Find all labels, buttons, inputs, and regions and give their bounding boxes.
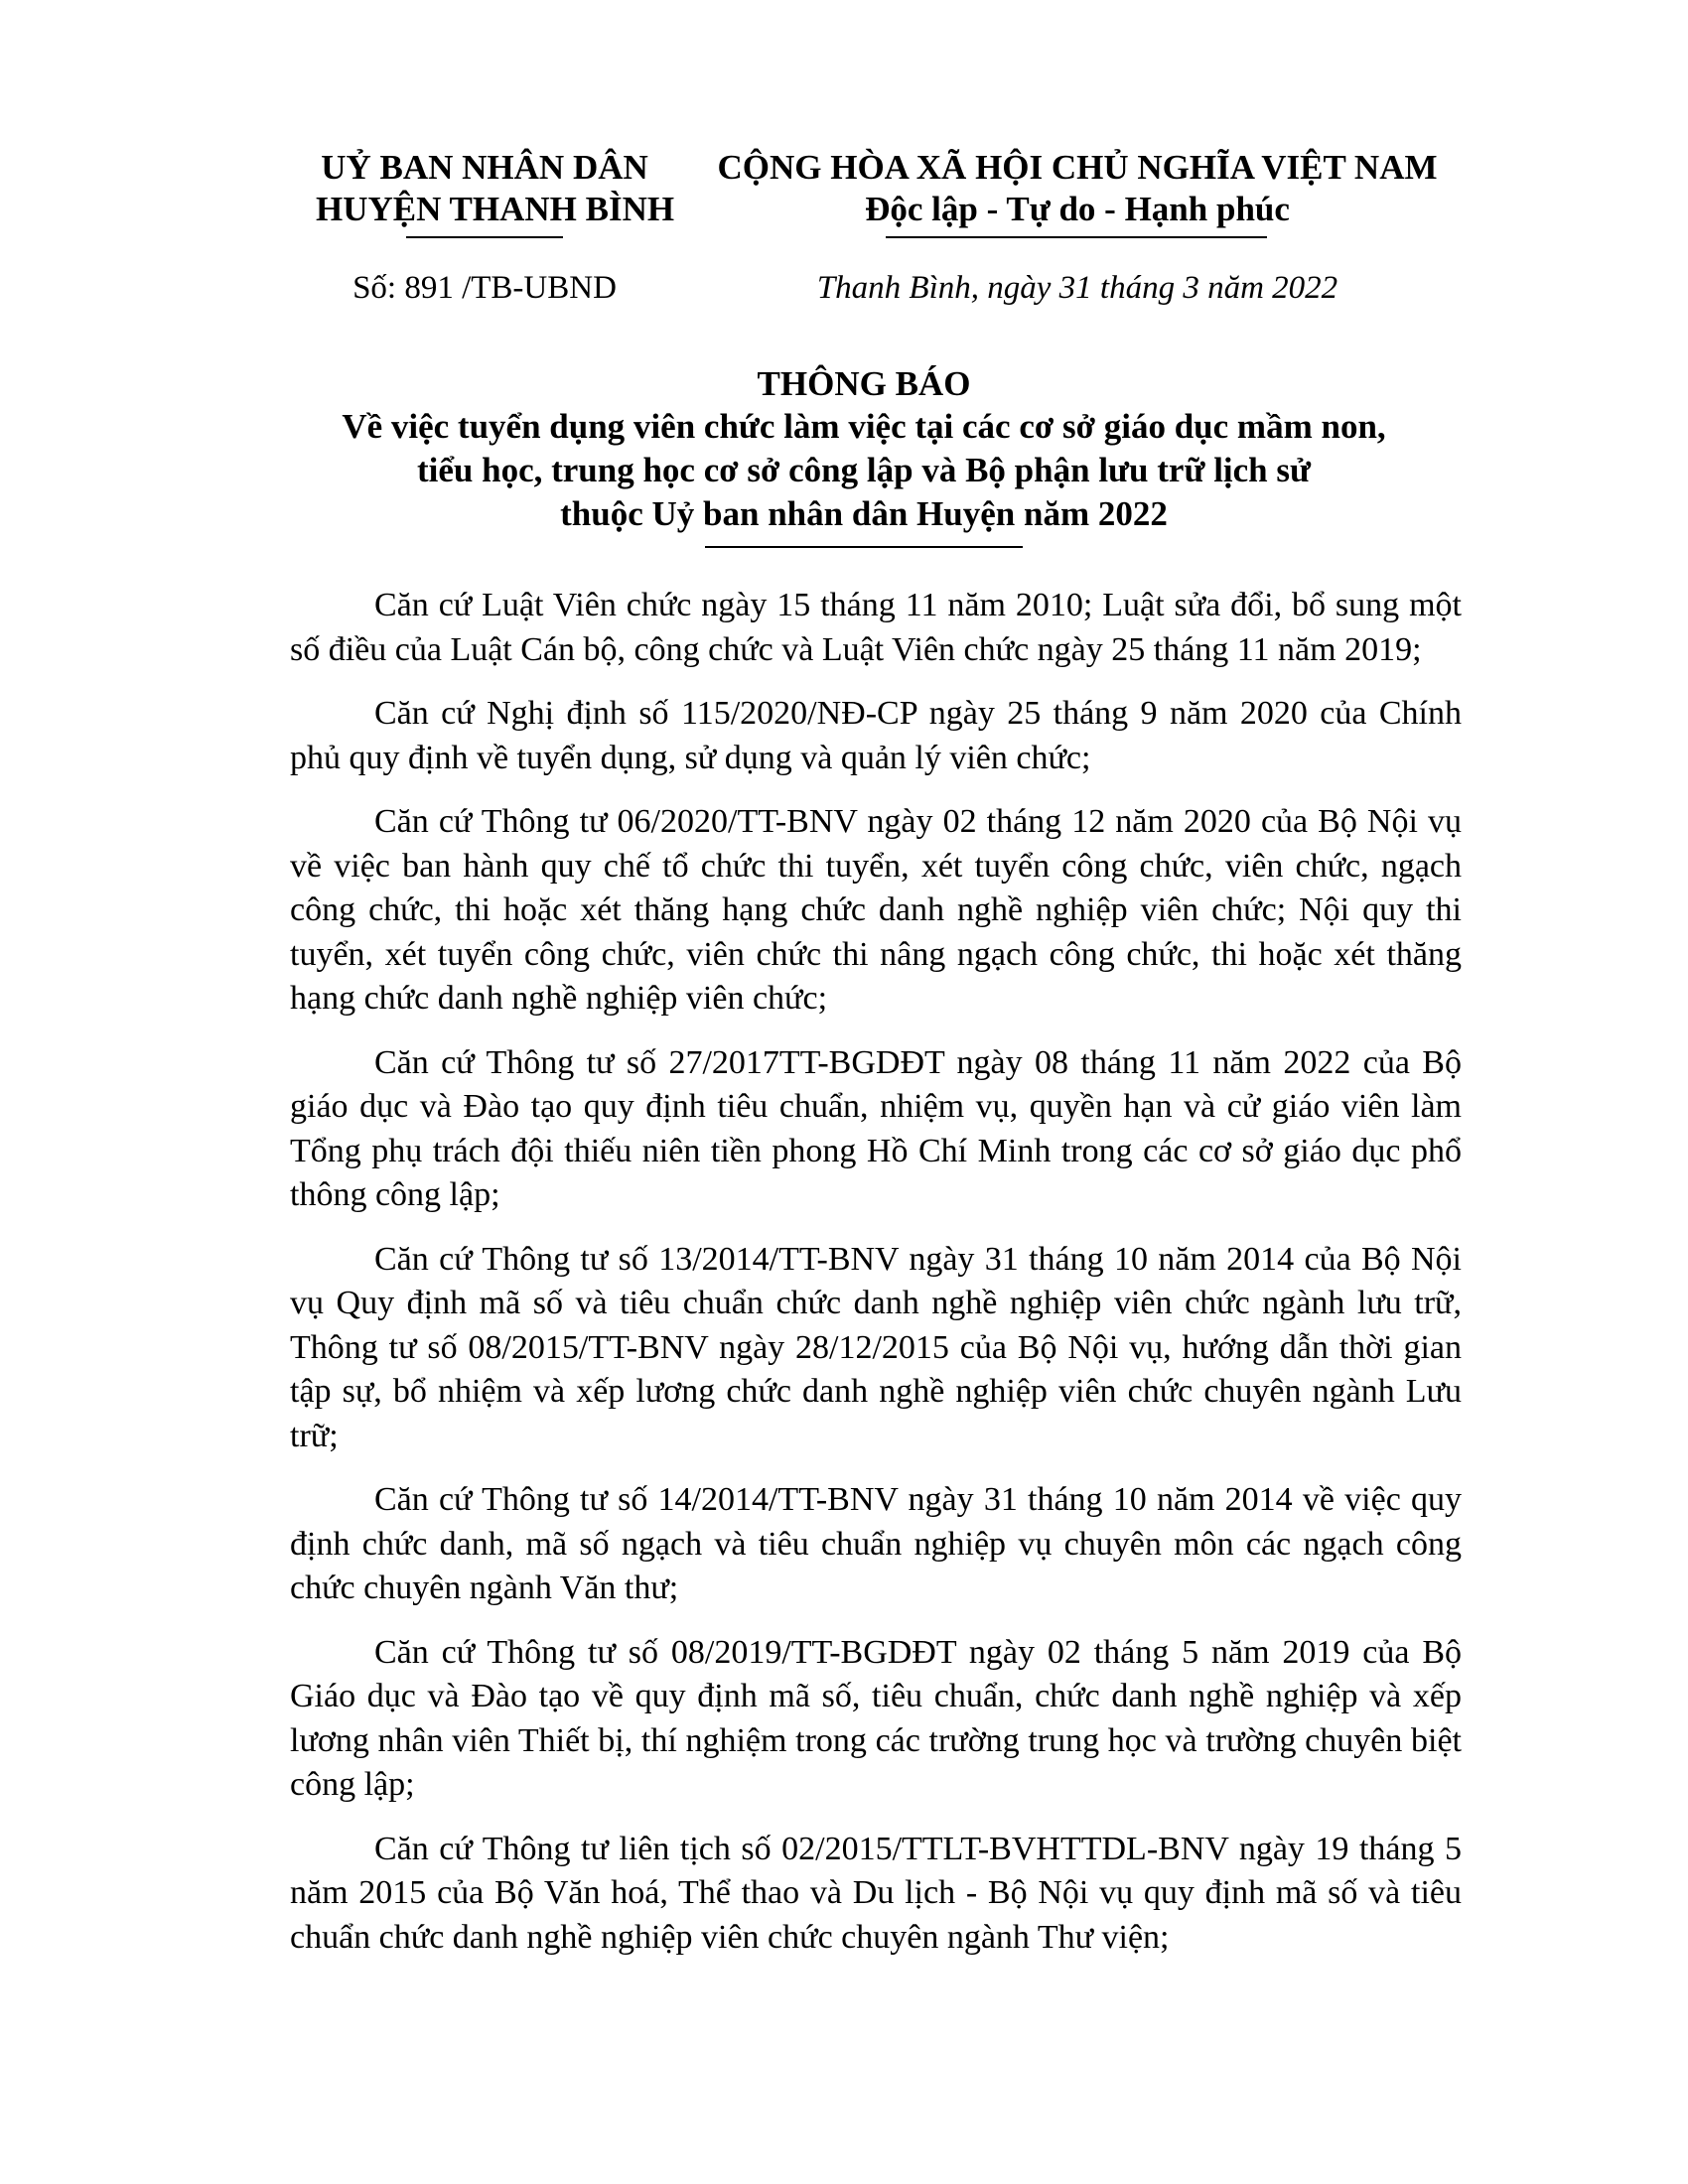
issuing-agency-block (316, 147, 675, 230)
document-subject-line: tiểu học, trung học cơ sở công lập và Bộ phận lưu trữ lịch sử (416, 451, 1312, 489)
document-title: THÔNG BÁO (757, 364, 971, 403)
document-title-block (258, 363, 1470, 548)
agency-name-line1: UỶ BAN NHÂN DÂN (321, 148, 648, 187)
legal-basis-paragraph: Căn cứ Thông tư số 14/2014/TT-BNV ngày 31 tháng 10 năm 2014 về việc quy định chức danh, mã số ngạch và tiêu chuẩn nghiệp vụ chuyên môn các ngạch công chức chuyên ngành Văn thư; (290, 1481, 1462, 1606)
legal-basis-paragraph: Căn cứ Thông tư số 27/2017TT-BGDĐT ngày 08 tháng 11 năm 2022 của Bộ giáo dục và Đào tạo quy định tiêu chuẩn, nhiệm vụ, quyền hạn và cử giáo viên làm Tổng phụ trách đội thiếu niên tiền phong Hồ Chí Minh trong các cơ sở giáo dục phổ thông công lập; (290, 1043, 1462, 1213)
agency-name-line2: HUYỆN THANH BÌNH (316, 190, 675, 228)
national-motto: Độc lập - Tự do - Hạnh phúc (865, 190, 1290, 228)
motto-underline (886, 236, 1267, 238)
legal-basis-paragraph: Căn cứ Thông tư 06/2020/TT-BNV ngày 02 tháng 12 năm 2020 của Bộ Nội vụ về việc ban hành quy chế tổ chức thi tuyển, xét tuyển công chức, viên chức, ngạch công chức, thi hoặc xét thăng hạng chức danh nghề nghiệp viên chức; Nội quy thi tuyển, xét tuyển công chức, viên chức thi nâng ngạch công chức, thi hoặc xét thăng hạng chức danh nghề nghiệp viên chức; (290, 803, 1462, 1017)
legal-basis-paragraph: Căn cứ Thông tư số 08/2019/TT-BGDĐT ngày 02 tháng 5 năm 2019 của Bộ Giáo dục và Đào tạo về quy định mã số, tiêu chuẩn, chức danh nghề nghiệp và xếp lương nhân viên Thiết bị, thí nghiệm trong các trường trung học và trường chuyên biệt công lập; (290, 1633, 1462, 1803)
agency-underline (406, 236, 563, 238)
legal-basis-paragraph: Căn cứ Thông tư số 13/2014/TT-BNV ngày 31 tháng 10 năm 2014 của Bộ Nội vụ Quy định mã số và tiêu chuẩn chức danh nghề nghiệp viên chức ngành lưu trữ, Thông tư số 08/2015/TT-BNV ngày 28/12/2015 của Bộ Nội vụ, hướng dẫn thời gian tập sự, bổ nhiệm và xếp lương chức danh nghề nghiệp viên chức chuyên ngành Lưu trữ; (290, 1240, 1462, 1454)
document-body (290, 584, 1462, 1979)
document-number: Số: 891 /TB-UBND (352, 270, 617, 306)
document-subject-line: Về việc tuyển dụng viên chức làm việc tại các cơ sở giáo dục mầm non, (342, 407, 1386, 446)
document-subject-line: thuộc Uỷ ban nhân dân Huyện năm 2022 (560, 494, 1168, 533)
legal-basis-paragraph: Căn cứ Thông tư liên tịch số 02/2015/TTLT-BVHTTDL-BNV ngày 19 tháng 5 năm 2015 của Bộ Văn hoá, Thể thao và Du lịch - Bộ Nội vụ quy định mã số và tiêu chuẩn chức danh nghề nghiệp viên chức chuyên ngành Thư viện; (290, 1830, 1462, 1956)
legal-basis-paragraph: Căn cứ Nghị định số 115/2020/NĐ-CP ngày 25 tháng 9 năm 2020 của Chính phủ quy định về tuyển dụng, sử dụng và quản lý viên chức; (290, 695, 1462, 776)
country-name: CỘNG HÒA XÃ HỘI CHỦ NGHĨA VIỆT NAM (717, 148, 1438, 187)
national-header-block (715, 147, 1440, 230)
place-and-date: Thanh Bình, ngày 31 tháng 3 năm 2022 (816, 270, 1338, 306)
legal-basis-paragraph: Căn cứ Luật Viên chức ngày 15 tháng 11 năm 2010; Luật sửa đổi, bổ sung một số điều của Luật Cán bộ, công chức và Luật Viên chức ngày 25 tháng 11 năm 2019; (290, 587, 1462, 668)
title-underline (705, 546, 1023, 548)
